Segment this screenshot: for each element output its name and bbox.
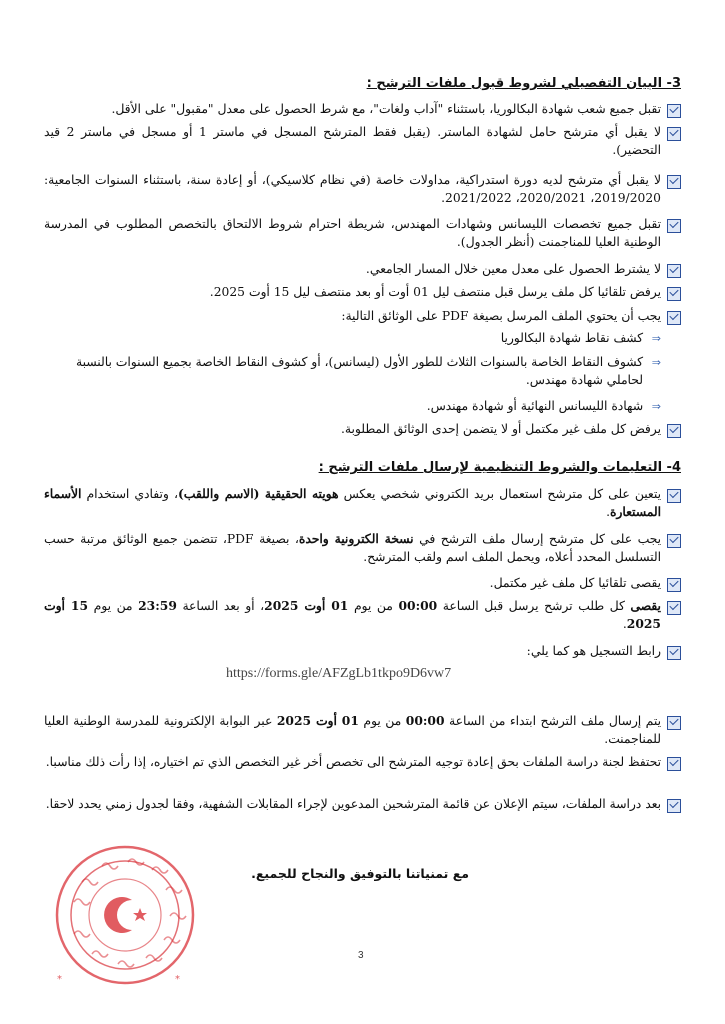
checkbox-icon (667, 578, 681, 592)
checkbox-icon (667, 311, 681, 325)
checkbox-icon (667, 716, 681, 730)
text-bold: نسخة الكترونية واحدة (298, 531, 414, 546)
text-bold: 15 أوت 2025 (44, 598, 661, 631)
text-run: ، بصيغة PDF، تتضمن جميع الوثائق مرتبة حسب التسلسل المحدد أعلاه، ويحمل الملف اسم ولقب المترشح. (44, 532, 661, 564)
text-run: عبر البوابة الإلكترونية للمدرسة الوطنية العليا للمناجمنت. (44, 714, 661, 746)
text-run: كل طلب ترشح يرسل قبل الساعة (437, 599, 631, 613)
arrow-bullet-icon: ⇒ (651, 400, 661, 413)
list-item: رابط التسجيل هو كما يلي: (526, 644, 661, 658)
arrow-bullet-icon: ⇒ (651, 356, 661, 369)
text-bold: 00:00 (398, 598, 438, 613)
checkbox-icon (667, 219, 681, 233)
sub-list-item: شهادة الليسانس النهائية أو شهادة مهندس. (426, 399, 643, 413)
list-item (44, 712, 661, 748)
checkbox-icon (667, 646, 681, 660)
svg-text:*: * (57, 974, 62, 985)
list-item: بعد دراسة الملفات، سيتم الإعلان عن قائمة المترشحين المدعوين لإجراء المقابلات الشفهية، وفقا لجدول زمني يحدد لاحقا. (45, 797, 661, 811)
checkbox-icon (667, 601, 681, 615)
text-bold: الأسماء المستعارة (44, 486, 661, 519)
page-number: 3 (358, 950, 364, 961)
arrow-bullet-icon: ⇒ (651, 332, 661, 345)
text-run: من يوم (348, 599, 399, 613)
sub-list-item: كشف نقاط شهادة البكالوريا (500, 331, 643, 345)
text-bold: 01 أوت 2025 (264, 598, 349, 613)
text-run: يتم إرسال ملف الترشح ابتداء من الساعة (444, 714, 661, 728)
list-item (44, 530, 661, 566)
text-run: يجب على كل مترشح إرسال ملف الترشح في (413, 532, 662, 546)
text-run: يتعين على كل مترشح استعمال بريد الكتروني شخصي يعكس (338, 487, 661, 501)
list-item: يرفض تلقائيا كل ملف يرسل قبل منتصف ليل 01 أوت أو بعد منتصف ليل 15 أوت 2025. (209, 285, 661, 299)
registration-link[interactable]: https://forms.gle/AFZgLb1tkpo9D6vw7 (226, 666, 452, 681)
checkbox-icon (667, 104, 681, 118)
text-run: ، وتفادي استخدام (81, 487, 178, 501)
sub-list-item: كشوف النقاط الخاصة بالسنوات الثلاث للطور الأول (ليسانس)، أو كشوف النقاط الخاصة بجميع السنوات بالنسبة لحاملي شهادة مهندس. (76, 355, 643, 387)
section-3-heading: 3- البيان التفصيلي لشروط قبول ملفات الترشح : (366, 76, 681, 91)
closing-text: مع تمنياتنا بالتوفيق والنجاح للجميع. (251, 866, 469, 881)
list-item: يرفض كل ملف غير مكتمل أو لا يتضمن إحدى الوثائق المطلوبة. (340, 422, 661, 436)
checkbox-icon (667, 127, 681, 141)
list-item: لا يشترط الحصول على معدل معين خلال المسار الجامعي. (365, 262, 661, 276)
checkbox-icon (667, 757, 681, 771)
official-stamp-icon (52, 842, 198, 988)
checkbox-icon (667, 424, 681, 438)
text-bold: هويته الحقيقية (الاسم واللقب) (177, 486, 339, 501)
list-item: يقصى تلقائيا كل ملف غير مكتمل. (489, 576, 661, 590)
list-item (44, 597, 661, 633)
section-4-heading: 4- التعليمات والشروط التنظيمية لإرسال ملفات الترشح : (318, 460, 681, 475)
list-item: تحتفظ لجنة دراسة الملفات بحق إعادة توجيه المترشح الى تخصص أخر غير التخصص الذي تم اختياره، إذا رأت ذلك مناسبا. (45, 755, 661, 769)
list-item: لا يقبل أي مترشح لديه دورة استدراكية، مداولات خاصة (في نظام كلاسيكي)، أو إعادة سنة، باستثناء السنوات الجامعية: 2019/2020، 2020/2021، 2021/2022. (44, 173, 661, 205)
list-item (44, 485, 661, 521)
text-bold: 01 أوت 2025 (276, 713, 359, 728)
text-run: . (622, 617, 627, 631)
text-run: من يوم (358, 714, 406, 728)
svg-text:*: * (175, 974, 180, 985)
checkbox-icon (667, 534, 681, 548)
checkbox-icon (667, 175, 681, 189)
checkbox-icon (667, 799, 681, 813)
checkbox-icon (667, 489, 681, 503)
checkbox-icon (667, 264, 681, 278)
checkbox-icon (667, 287, 681, 301)
text-run: من يوم (88, 599, 139, 613)
text-bold: 23:59 (138, 598, 177, 613)
list-item: يجب أن يحتوي الملف المرسل بصيغة PDF على الوثائق التالية: (341, 309, 661, 323)
list-item: تقبل جميع شعب شهادة البكالوريا، باستثناء "آداب ولغات"، مع شرط الحصول على معدل "مقبول" على الأقل. (111, 102, 661, 116)
text-run: . (606, 505, 610, 519)
text-bold: 00:00 (405, 713, 445, 728)
text-bold: يقصى (630, 598, 661, 613)
text-run: ، أو بعد الساعة (176, 599, 265, 613)
list-item: لا يقبل أي مترشح حامل لشهادة الماستر. (يقبل فقط المترشح المسجل في ماستر 1 أو مسجل في ماستر 2 قيد التحضير). (44, 125, 661, 157)
list-item: تقبل جميع تخصصات الليسانس وشهادات المهندس، شريطة احترام شروط الالتحاق بالتخصص المطلوب في المدرسة الوطنية العليا للمناجمنت (أنظر الجدول). (44, 217, 661, 249)
